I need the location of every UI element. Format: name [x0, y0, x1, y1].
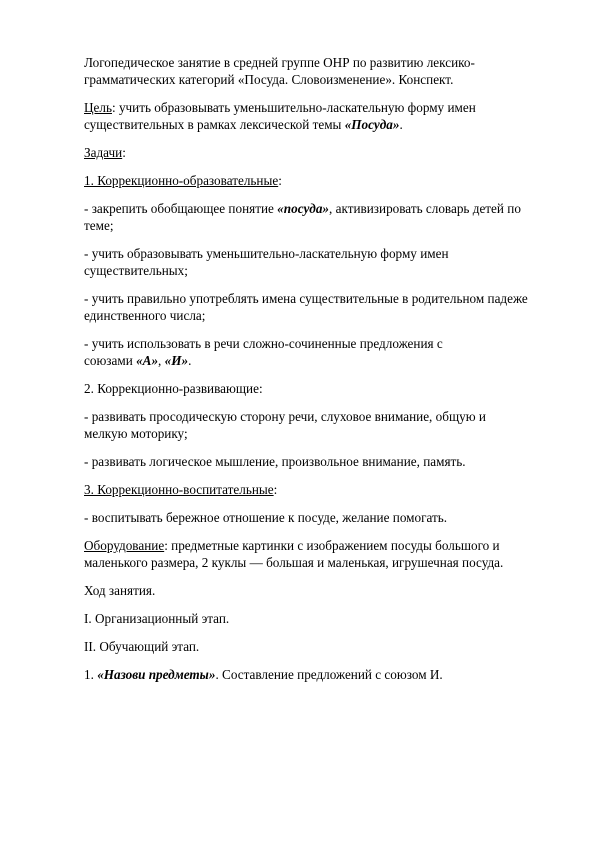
stage-1-text: I. Организационный этап.	[84, 611, 230, 626]
equipment-label: Оборудование	[84, 538, 165, 553]
goal-paragraph	[84, 99, 554, 133]
item-text: - учить образовывать уменьшительно-ласкательную форму имен	[84, 246, 449, 261]
item-text: - учить правильно употреблять имена существительные в родительном падеже	[84, 291, 528, 306]
section-1-item-2	[84, 245, 554, 279]
section-1-title: 1. Коррекционно-образовательные	[84, 173, 279, 188]
course-heading	[84, 582, 554, 599]
section-3-title: 3. Коррекционно-воспитательные	[84, 482, 274, 497]
tasks-colon: :	[122, 145, 126, 160]
stage-2	[84, 638, 554, 655]
section-1-item-1	[84, 200, 554, 234]
section-2-item-1	[84, 408, 554, 442]
stage-2-text: II. Обучающий этап.	[84, 639, 200, 654]
item-text: - воспитывать бережное отношение к посуде, желание помогать.	[84, 510, 448, 525]
stage-1	[84, 610, 554, 627]
document-page	[84, 54, 554, 694]
tasks-label: Задачи	[84, 145, 123, 160]
equipment-text-1: : предметные картинки с изображением посуды большого и	[164, 538, 500, 553]
section-1-colon: :	[278, 173, 282, 188]
section-1-item-4	[84, 335, 554, 369]
section-2-item-2	[84, 453, 554, 470]
item-text: ,	[158, 353, 165, 368]
term-a: «А»	[136, 353, 159, 368]
section-2-heading	[84, 380, 554, 397]
item-text: союзами	[84, 353, 137, 368]
item-text: - развивать просодическую сторону речи, слуховое внимание, общую и	[84, 409, 486, 424]
item-text: единственного числа;	[84, 308, 206, 323]
step-text: . Составление предложений с союзом И.	[215, 667, 443, 682]
section-3-heading	[84, 481, 554, 498]
item-text: - развивать логическое мышление, произвольное внимание, память.	[84, 454, 466, 469]
goal-topic: «Посуда»	[344, 117, 400, 132]
term-i: «И»	[164, 353, 189, 368]
goal-end: .	[399, 117, 403, 132]
item-text: существительных;	[84, 263, 188, 278]
step-number: 1.	[84, 667, 98, 682]
section-3-item-1	[84, 509, 554, 526]
item-text: - закрепить обобщающее понятие	[84, 201, 278, 216]
item-text: .	[188, 353, 192, 368]
section-3-colon: :	[273, 482, 278, 497]
item-text: , активизировать словарь детей по	[329, 201, 521, 216]
document-title	[84, 54, 554, 88]
step-1	[84, 666, 554, 683]
item-text: - учить использовать в речи сложно-сочиненные предложения с	[84, 336, 443, 351]
section-2-title: 2. Коррекционно-развивающие:	[84, 381, 263, 396]
goal-text-1: : учить образовывать уменьшительно-ласкательную форму имен	[111, 100, 476, 115]
goal-label: Цель	[84, 100, 112, 115]
course-text: Ход занятия.	[84, 583, 156, 598]
title-line-1: Логопедическое занятие в средней группе ОНР по развитию лексико-	[84, 55, 475, 70]
item-text: теме;	[84, 218, 114, 233]
section-1-heading	[84, 172, 554, 189]
equipment-paragraph	[84, 537, 554, 571]
section-1-item-3	[84, 290, 554, 324]
title-line-2: грамматических категорий «Посуда. Словоизменение». Конспект.	[84, 72, 454, 87]
tasks-heading	[84, 144, 554, 161]
item-text: мелкую моторику;	[84, 426, 188, 441]
equipment-text-2: маленького размера, 2 куклы — большая и маленькая, игрушечная посуда.	[84, 555, 504, 570]
goal-text-2: существительных в рамках лексической темы	[84, 117, 345, 132]
step-title: «Назови предметы»	[97, 667, 216, 682]
term-posuda: «посуда»	[277, 201, 330, 216]
